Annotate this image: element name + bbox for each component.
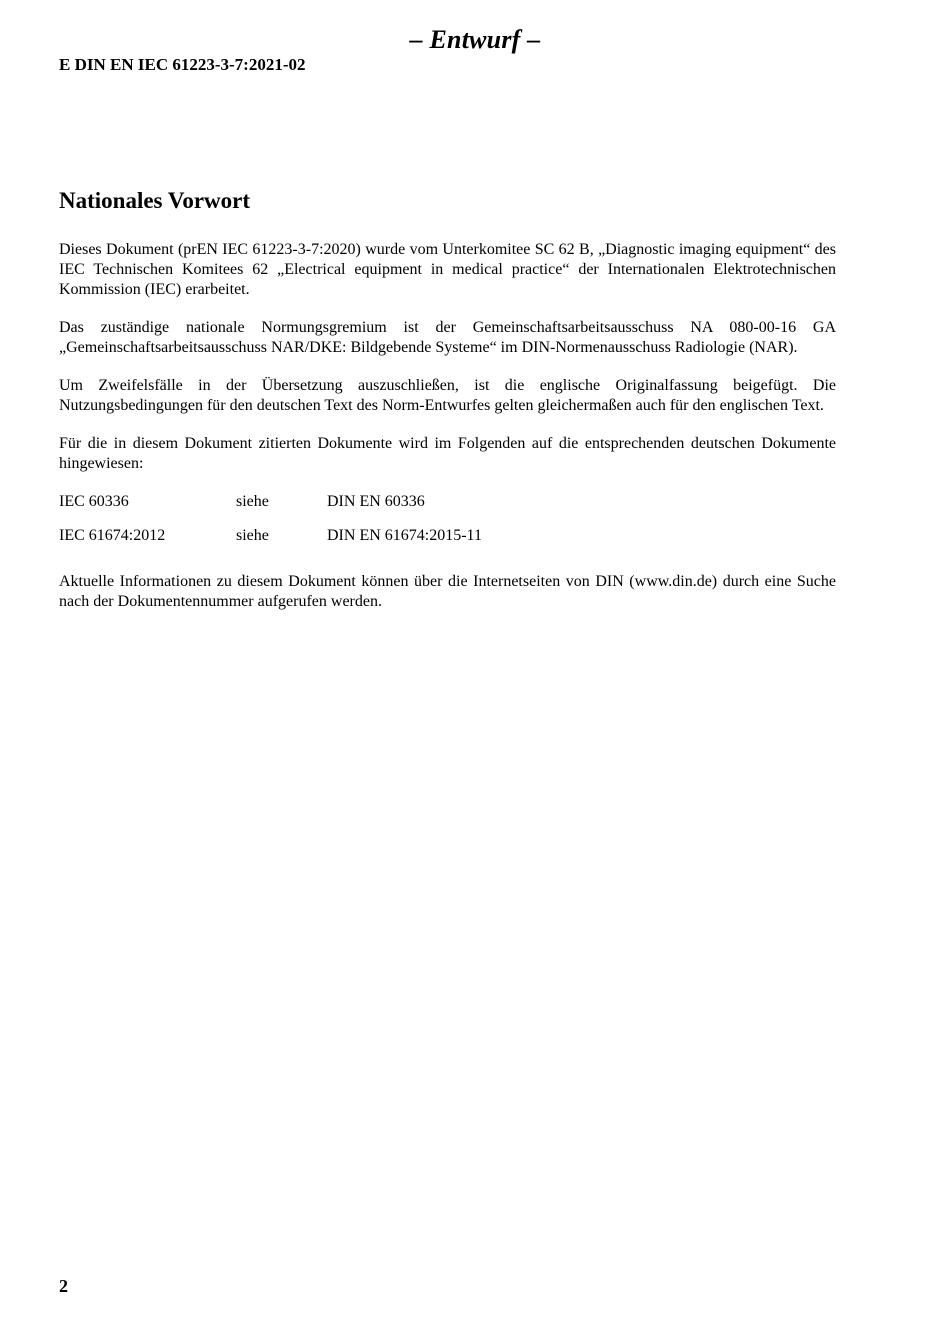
section-body xyxy=(59,240,836,630)
table-row xyxy=(59,492,482,526)
reference-target: DIN EN 61674:2015-11 xyxy=(327,527,482,544)
reference-target: DIN EN 60336 xyxy=(327,493,425,510)
section-title: Nationales Vorwort xyxy=(59,188,251,213)
reference-table xyxy=(59,492,482,560)
paragraph-committee: Das zuständige nationale Normungsgremium ist der Gemeinschaftsarbeitsausschuss NA 080-00-16 GA „Gemeinschaftsarbeitsausschuss NAR/DKE: Bildgebende Systeme“ im DIN-Normenausschuss Radiologie (NAR). xyxy=(59,319,836,356)
paragraph-origin: Dieses Dokument (prEN IEC 61223-3-7:2020) wurde vom Unterkomitee SC 62 B, „Diagnostic imaging equipment“ des IEC Technischen Komitees 62 „Electrical equipment in medical practice“ der Internationalen Elektrotechnischen Kommission (IEC) erarbeitet. xyxy=(59,241,836,298)
draft-mark: – Entwurf – xyxy=(409,25,541,54)
paragraph-translation: Um Zweifelsfälle in der Übersetzung auszuschließen, ist die englische Originalfassung beigefügt. Die Nutzungsbedingungen für den deutschen Text des Norm-Entwurfes gelten gleichermaßen auch für den englischen Text. xyxy=(59,377,836,414)
reference-relation: siehe xyxy=(236,527,269,544)
reference-source: IEC 60336 xyxy=(59,493,129,510)
document-id: E DIN EN IEC 61223-3-7:2021-02 xyxy=(59,55,306,74)
table-row xyxy=(59,526,482,560)
reference-relation: siehe xyxy=(236,493,269,510)
paragraph-references-intro: Für die in diesem Dokument zitierten Dokumente wird im Folgenden auf die entsprechenden deutschen Dokumente hingewiesen: xyxy=(59,435,836,472)
reference-source: IEC 61674:2012 xyxy=(59,527,166,544)
page-number: 2 xyxy=(59,1276,68,1296)
paragraph-closing: Aktuelle Informationen zu diesem Dokument können über die Internetseiten von DIN (www.din.de) durch eine Suche nach der Dokumentennummer aufgerufen werden. xyxy=(59,573,836,610)
